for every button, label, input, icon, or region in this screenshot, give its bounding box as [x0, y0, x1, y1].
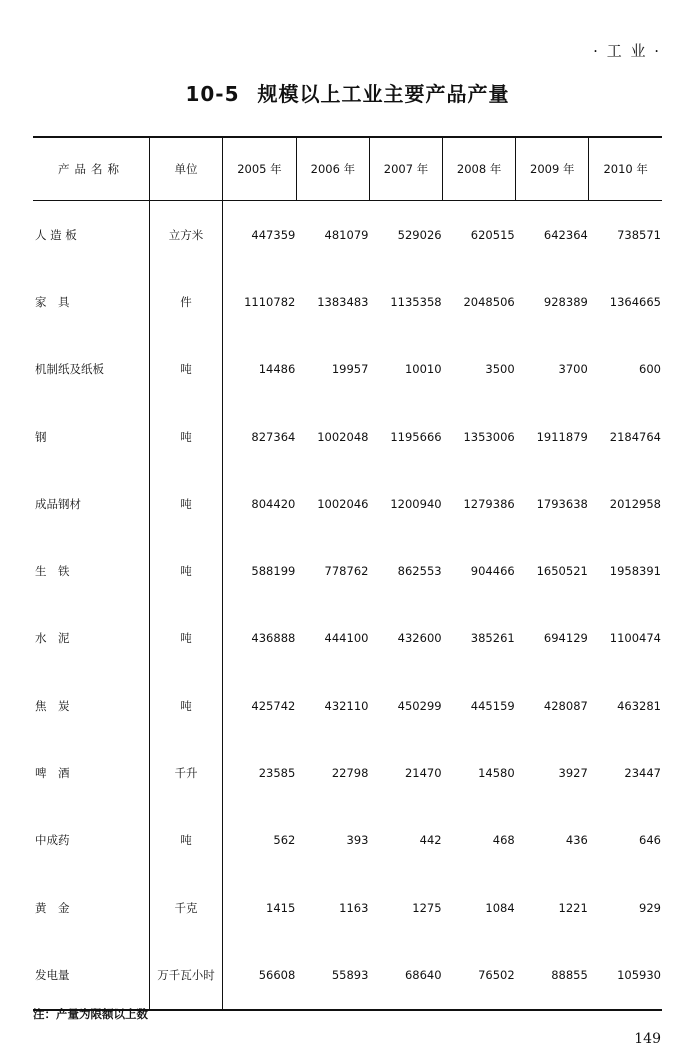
product-name-cell: 生 铁 — [35, 564, 70, 579]
value-cell: 10010 — [404, 362, 442, 377]
column-header-2006: 2006 年 — [296, 137, 369, 201]
value-cell: 385261 — [470, 631, 515, 646]
unit-cell: 吨 — [150, 336, 223, 403]
value-cell: 1279386 — [463, 496, 515, 511]
value-cell: 1364665 — [609, 294, 661, 309]
value-cell: 3927 — [558, 766, 588, 781]
unit-cell: 立方米 — [150, 201, 223, 269]
value-cell: 450299 — [397, 698, 442, 713]
unit-cell: 吨 — [150, 672, 223, 739]
value-cell: 432600 — [397, 631, 442, 646]
product-name-cell: 焦 炭 — [35, 698, 70, 713]
value-cell: 444100 — [324, 631, 369, 646]
value-cell: 2184764 — [609, 429, 661, 444]
product-name-cell: 水 泥 — [35, 631, 70, 646]
table-row — [33, 605, 662, 672]
value-cell: 778762 — [324, 564, 369, 579]
value-cell: 804420 — [251, 496, 296, 511]
value-cell: 1200940 — [390, 496, 442, 511]
value-cell: 1911879 — [536, 429, 588, 444]
product-name-cell: 黄 金 — [35, 900, 70, 915]
product-output-table — [33, 136, 662, 1011]
value-cell: 428087 — [543, 698, 588, 713]
value-cell: 447359 — [251, 227, 296, 242]
value-cell: 22798 — [331, 766, 369, 781]
value-cell: 1110782 — [244, 294, 296, 309]
table-row — [33, 874, 662, 941]
table-row — [33, 268, 662, 335]
value-cell: 1002046 — [317, 496, 369, 511]
table-row — [33, 403, 662, 470]
value-cell: 1221 — [558, 900, 588, 915]
column-header-2010: 2010 年 — [589, 137, 662, 201]
product-name-cell: 发电量 — [35, 967, 70, 982]
value-cell: 928389 — [543, 294, 588, 309]
product-name-cell: 啤 酒 — [35, 766, 70, 781]
column-header-product-name: 产品名称 — [33, 137, 150, 201]
table-row — [33, 470, 662, 537]
value-cell: 442 — [419, 833, 442, 848]
value-cell: 56608 — [258, 967, 296, 982]
page-number: 149 — [634, 1031, 661, 1047]
value-cell: 76502 — [478, 967, 515, 982]
section-label: · 工 业 · — [593, 42, 661, 60]
value-cell: 2048506 — [463, 294, 515, 309]
value-cell: 1650521 — [536, 564, 588, 579]
unit-cell: 件 — [150, 268, 223, 335]
table-row — [33, 336, 662, 403]
value-cell: 481079 — [324, 227, 369, 242]
product-name-cell: 人 造 板 — [35, 227, 77, 242]
column-header-2007: 2007 年 — [369, 137, 442, 201]
column-header-2005: 2005 年 — [223, 137, 297, 201]
unit-cell: 吨 — [150, 605, 223, 672]
value-cell: 436888 — [251, 631, 296, 646]
value-cell: 904466 — [470, 564, 515, 579]
product-name-cell: 中成药 — [35, 833, 70, 848]
table-title: 规模以上工业主要产品产量 — [257, 82, 510, 106]
value-cell: 562 — [273, 833, 296, 848]
value-cell: 620515 — [470, 227, 515, 242]
value-cell: 1415 — [266, 900, 296, 915]
unit-cell: 吨 — [150, 403, 223, 470]
footnote: 注：产量为限额以上数 — [33, 1007, 148, 1021]
column-header-2008: 2008 年 — [443, 137, 516, 201]
table-row — [33, 672, 662, 739]
value-cell: 19957 — [331, 362, 369, 377]
table-body — [33, 201, 662, 1010]
value-cell: 1195666 — [390, 429, 442, 444]
value-cell: 827364 — [251, 429, 296, 444]
value-cell: 2012958 — [609, 496, 661, 511]
value-cell: 1275 — [412, 900, 442, 915]
unit-cell: 万千瓦小时 — [150, 941, 223, 1009]
table-row — [33, 739, 662, 806]
unit-cell: 吨 — [150, 470, 223, 537]
value-cell: 432110 — [324, 698, 369, 713]
value-cell: 929 — [639, 900, 661, 915]
value-cell: 105930 — [617, 967, 661, 982]
table-row — [33, 807, 662, 874]
value-cell: 694129 — [543, 631, 588, 646]
unit-cell: 吨 — [150, 537, 223, 604]
value-cell: 393 — [346, 833, 369, 848]
column-header-unit: 单位 — [150, 137, 223, 201]
value-cell: 1793638 — [536, 496, 588, 511]
value-cell: 14580 — [478, 766, 515, 781]
value-cell: 88855 — [551, 967, 588, 982]
product-name-cell: 家 具 — [35, 294, 70, 309]
value-cell: 3700 — [558, 362, 588, 377]
value-cell: 1002048 — [317, 429, 369, 444]
value-cell: 1353006 — [463, 429, 515, 444]
value-cell: 3500 — [485, 362, 515, 377]
value-cell: 529026 — [397, 227, 442, 242]
value-cell: 436 — [565, 833, 588, 848]
table-row — [33, 537, 662, 604]
value-cell: 642364 — [543, 227, 588, 242]
value-cell: 445159 — [470, 698, 515, 713]
value-cell: 23447 — [624, 766, 661, 781]
product-name-cell: 成品钢材 — [35, 496, 81, 511]
value-cell: 1163 — [339, 900, 369, 915]
unit-cell: 千克 — [150, 874, 223, 941]
value-cell: 1100474 — [609, 631, 661, 646]
value-cell: 21470 — [404, 766, 442, 781]
value-cell: 862553 — [397, 564, 442, 579]
value-cell: 23585 — [258, 766, 296, 781]
value-cell: 1383483 — [317, 294, 369, 309]
value-cell: 468 — [492, 833, 515, 848]
table-row — [33, 201, 662, 269]
product-name-cell: 钢 — [35, 429, 47, 444]
value-cell: 738571 — [617, 227, 661, 242]
value-cell: 14486 — [258, 362, 296, 377]
table-row — [33, 941, 662, 1009]
value-cell: 55893 — [331, 967, 369, 982]
column-header-2009: 2009 年 — [516, 137, 589, 201]
value-cell: 600 — [639, 362, 661, 377]
unit-cell: 吨 — [150, 807, 223, 874]
value-cell: 68640 — [404, 967, 442, 982]
value-cell: 646 — [639, 833, 661, 848]
value-cell: 425742 — [251, 698, 296, 713]
value-cell: 1958391 — [609, 564, 661, 579]
table-header-row — [33, 137, 662, 201]
value-cell: 1084 — [485, 900, 515, 915]
value-cell: 1135358 — [390, 294, 442, 309]
value-cell: 588199 — [251, 564, 296, 579]
table-number: 10-5 — [185, 82, 240, 106]
product-name-cell: 机制纸及纸板 — [35, 362, 104, 377]
value-cell: 463281 — [617, 698, 661, 713]
unit-cell: 千升 — [150, 739, 223, 806]
page-title — [0, 78, 695, 107]
